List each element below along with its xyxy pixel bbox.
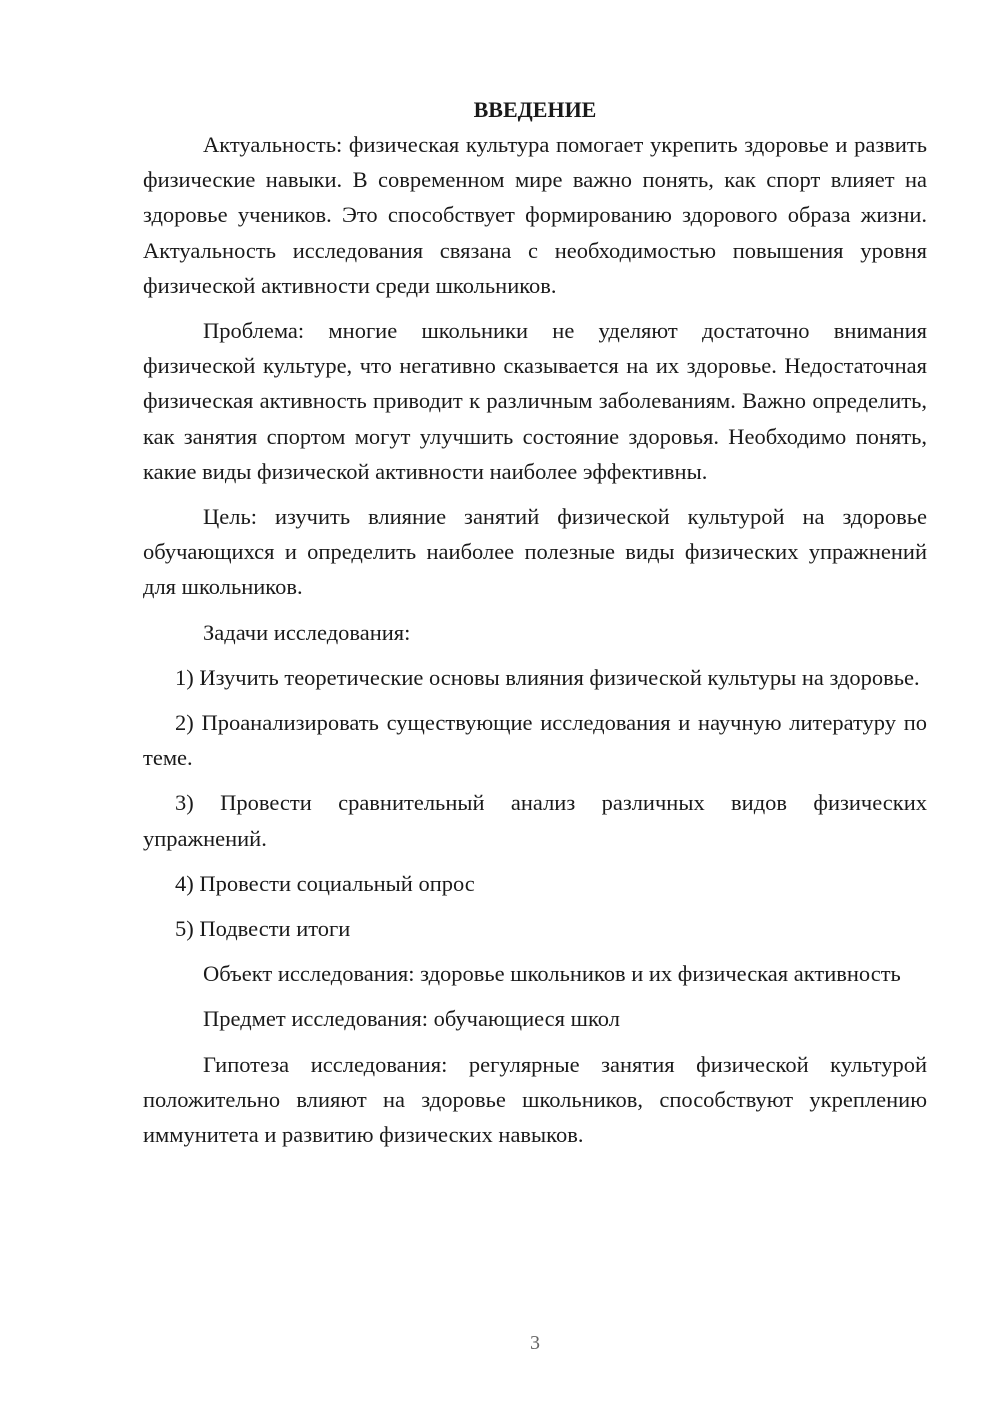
- task-item-3: 3) Провести сравнительный анализ различных видов физических упражнений.: [143, 790, 927, 851]
- page-number: 3: [530, 1332, 540, 1354]
- task-item-5: 5) Подвести итоги: [175, 916, 351, 942]
- problem-paragraph: Проблема: многие школьники не уделяют достаточно внимания физической культуре, что негативно сказывается на их здоровье. Недостаточная физическая активность приводит к различным заболеваниям. Важно определить, как занятия спортом могут улучшить состояние здоровья. Необходимо понять, какие виды физической активности наиболее эффективны.: [143, 318, 927, 484]
- task-item-4: 4) Провести социальный опрос: [175, 870, 475, 896]
- relevance-paragraph: Актуальность: физическая культура помогает укрепить здоровье и развить физические навыки. В современном мире важно понять, как спорт влияет на здоровье учеников. Это способствует формированию здорового образа жизни. Актуальность исследования связана с необходимостью повышения уровня физической активности среди школьников.: [143, 132, 927, 298]
- task-item-1: 1) Изучить теоретические основы влияния физической культуры на здоровье.: [175, 664, 920, 690]
- object-paragraph: Объект исследования: здоровье школьников и их физическая активность: [203, 961, 901, 987]
- document-page: [143, 92, 927, 1152]
- tasks-heading: Задачи исследования:: [203, 619, 411, 645]
- goal-paragraph: Цель: изучить влияние занятий физической культурой на здоровье обучающихся и определить наиболее полезные виды физических упражнений для школьников.: [143, 504, 927, 600]
- page-title: ВВЕДЕНИЕ: [473, 97, 597, 122]
- subject-paragraph: Предмет исследования: обучающиеся школ: [203, 1006, 620, 1032]
- task-item-2: 2) Проанализировать существующие исследования и научную литературу по теме.: [143, 710, 927, 771]
- hypothesis-paragraph: Гипотеза исследования: регулярные занятия физической культурой положительно влияют на здоровье школьников, способствуют укреплению иммунитета и развитию физических навыков.: [143, 1051, 927, 1148]
